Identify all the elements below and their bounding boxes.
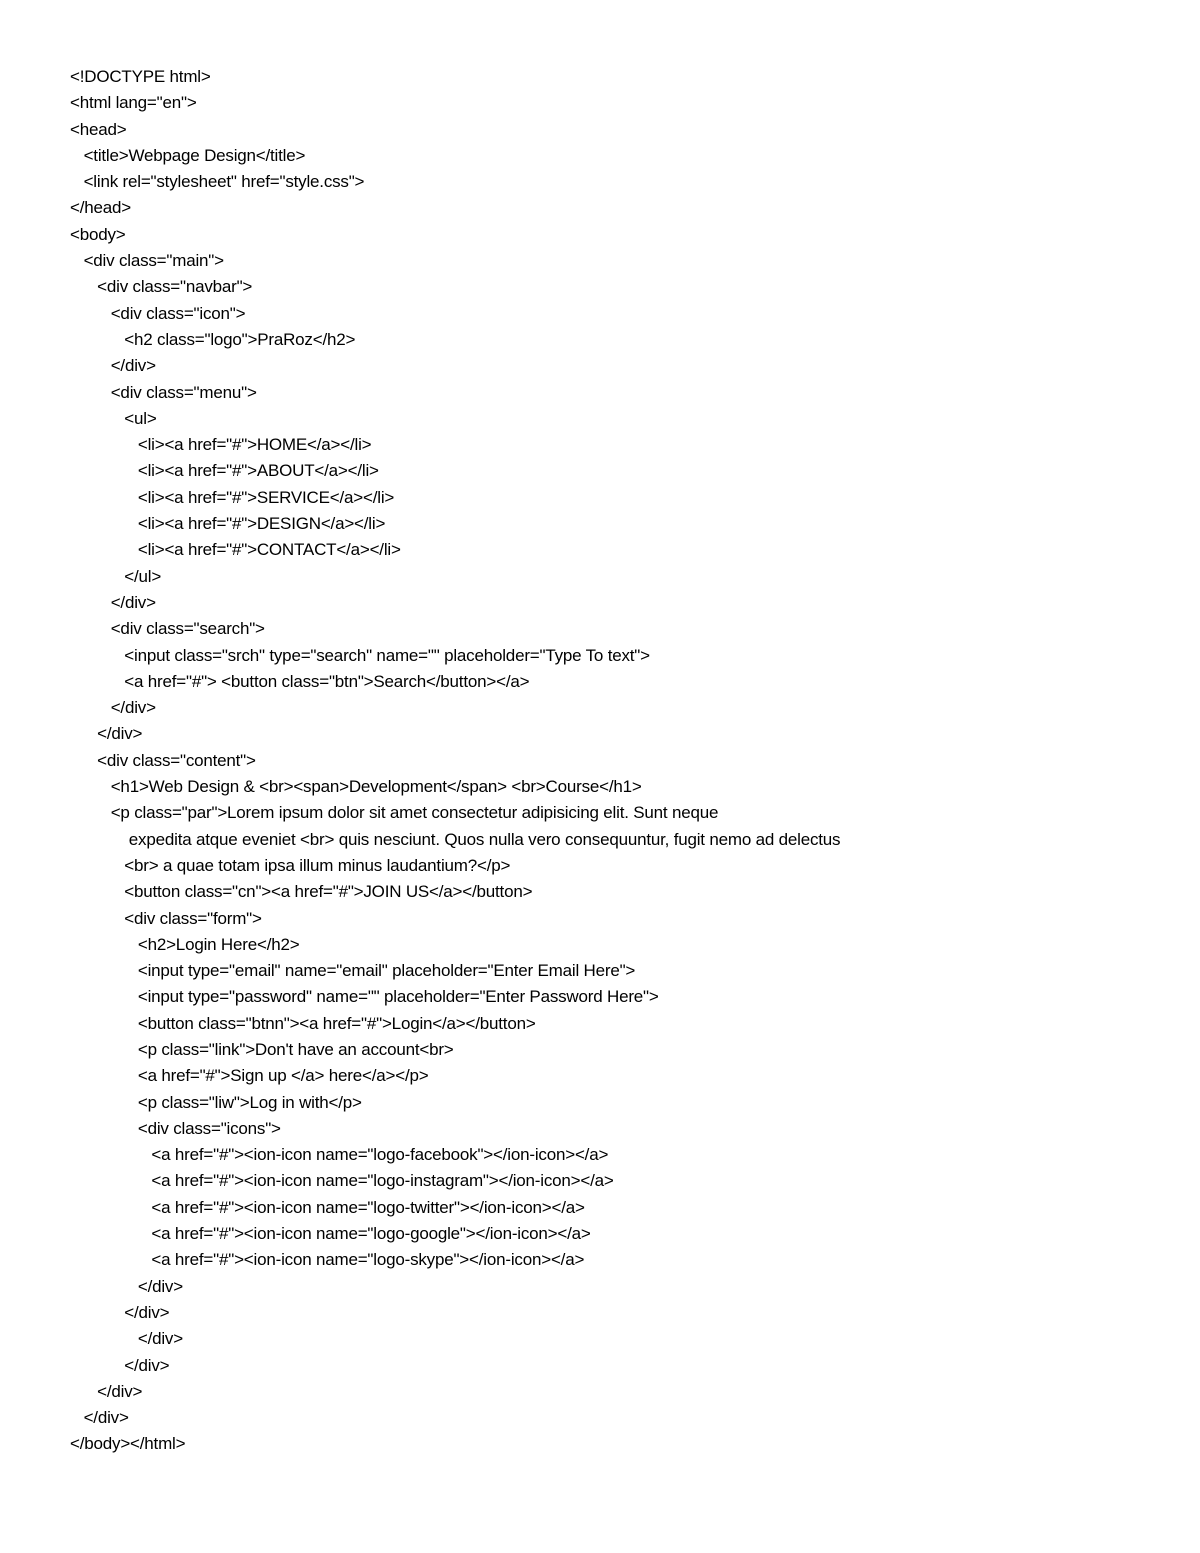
- code-line-menu-open: <div class="menu">: [70, 382, 257, 402]
- code-line-menu-contact: <li><a href="#">CONTACT</a></li>: [70, 540, 401, 560]
- code-line-icons-close: </div>: [70, 1276, 183, 1296]
- code-line-signup-link: <a href="#">Sign up </a> here</a></p>: [70, 1066, 429, 1086]
- code-line-instagram-icon: <a href="#"><ion-icon name="logo-instagram"></ion-icon></a>: [70, 1171, 614, 1191]
- code-line-main-open: <div class="main">: [70, 251, 224, 271]
- code-line-search-button: <a href="#"> <button class="btn">Search</button></a>: [70, 671, 530, 691]
- code-line-navbar-close: </div>: [70, 724, 143, 744]
- code-line-twitter-icon: <a href="#"><ion-icon name="logo-twitter"></ion-icon></a>: [70, 1197, 585, 1217]
- code-line-login-heading: <h2>Login Here</h2>: [70, 934, 300, 954]
- code-line-navbar-open: <div class="navbar">: [70, 277, 253, 297]
- code-line-ul-open: <ul>: [70, 408, 157, 428]
- code-line-content-open: <div class="content">: [70, 750, 256, 770]
- code-line-content-close: </div>: [70, 1381, 143, 1401]
- code-line-stylesheet-link: <link rel="stylesheet" href="style.css">: [70, 172, 365, 192]
- code-line-ul-close: </ul>: [70, 566, 162, 586]
- code-line-doctype: <!DOCTYPE html>: [70, 67, 211, 86]
- code-line-head-open: <head>: [70, 119, 127, 139]
- code-line-form-open: <div class="form">: [70, 908, 262, 928]
- code-line-join-button: <button class="cn"><a href="#">JOIN US</a></button>: [70, 882, 533, 902]
- code-line-search-open: <div class="search">: [70, 619, 265, 639]
- code-line-email-input: <input type="email" name="email" placeholder="Enter Email Here">: [70, 961, 636, 981]
- code-line-logo: <h2 class="logo">PraRoz</h2>: [70, 329, 356, 349]
- code-line-title: <title>Webpage Design</title>: [70, 145, 306, 165]
- code-line-icons-open: <div class="icons">: [70, 1118, 281, 1138]
- code-line-extra-div-close-1: </div>: [70, 1329, 183, 1349]
- code-line-login-button: <button class="btnn"><a href="#">Login</a></button>: [70, 1013, 536, 1033]
- code-line-skype-icon: <a href="#"><ion-icon name="logo-skype"></ion-icon></a>: [70, 1250, 585, 1270]
- code-line-icon-open: <div class="icon">: [70, 303, 246, 323]
- html-source-code: [70, 64, 1170, 1458]
- code-line-html-open: <html lang="en">: [70, 93, 197, 113]
- code-line-google-icon: <a href="#"><ion-icon name="logo-google"></ion-icon></a>: [70, 1224, 591, 1244]
- code-line-main-close: </div>: [70, 1408, 129, 1428]
- code-line-icon-close: </div>: [70, 356, 156, 376]
- code-line-extra-div-close-2: </div>: [70, 1355, 170, 1375]
- code-line-account-text: <p class="link">Don't have an account<br>: [70, 1039, 454, 1059]
- code-line-menu-close: </div>: [70, 592, 156, 612]
- code-line-menu-home: <li><a href="#">HOME</a></li>: [70, 435, 372, 455]
- code-line-search-close: </div>: [70, 698, 156, 718]
- code-line-paragraph-start: <p class="par">Lorem ipsum dolor sit amet consectetur adipisicing elit. Sunt neque: [70, 803, 719, 823]
- code-line-body-html-close: </body></html>: [70, 1434, 186, 1454]
- code-line-search-input: <input class="srch" type="search" name="" placeholder="Type To text">: [70, 645, 650, 665]
- code-line-paragraph-middle: expedita atque eveniet <br> quis nesciunt. Quos nulla vero consequuntur, fugit nemo ad delectus: [70, 829, 841, 849]
- code-line-menu-design: <li><a href="#">DESIGN</a></li>: [70, 514, 386, 534]
- code-line-paragraph-end: <br> a quae totam ipsa illum minus laudantium?</p>: [70, 855, 511, 875]
- code-line-login-with: <p class="liw">Log in with</p>: [70, 1092, 362, 1112]
- code-line-head-close: </head>: [70, 198, 131, 218]
- code-line-menu-service: <li><a href="#">SERVICE</a></li>: [70, 487, 395, 507]
- code-line-facebook-icon: <a href="#"><ion-icon name="logo-facebook"></ion-icon></a>: [70, 1145, 609, 1165]
- code-line-body-open: <body>: [70, 224, 126, 244]
- code-line-password-input: <input type="password" name="" placeholder="Enter Password Here">: [70, 987, 659, 1007]
- code-line-form-close: </div>: [70, 1302, 170, 1322]
- code-line-menu-about: <li><a href="#">ABOUT</a></li>: [70, 461, 379, 481]
- code-line-heading: <h1>Web Design & <br><span>Development</span> <br>Course</h1>: [70, 777, 642, 797]
